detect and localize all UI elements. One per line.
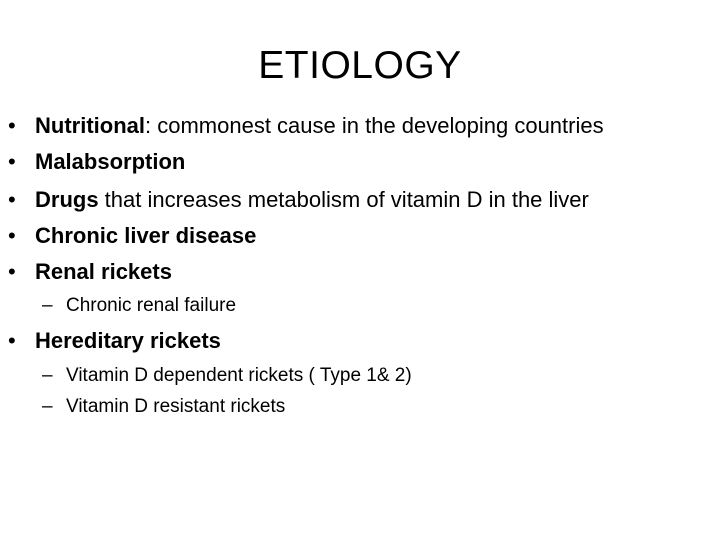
bullet-icon: •	[8, 223, 16, 248]
dash-icon: –	[42, 295, 53, 316]
bullet-icon: •	[8, 187, 16, 212]
dash-icon: –	[42, 396, 53, 417]
bullet-strong: Renal rickets	[35, 259, 172, 284]
bullet-strong: Chronic liver disease	[35, 223, 257, 248]
bullet-rest: that increases metabolism of vitamin D in the liver	[98, 187, 589, 212]
sub-bullet-text: Vitamin D resistant rickets	[66, 396, 286, 417]
bullet-icon: •	[8, 113, 16, 138]
bullet-text	[35, 222, 256, 250]
bullet-rest: : commonest cause in the developing countries	[145, 113, 604, 138]
bullet-strong: Malabsorption	[35, 149, 186, 174]
bullet-icon: •	[8, 259, 16, 284]
bullet-strong: Nutritional	[35, 113, 145, 138]
bullet-text	[35, 112, 604, 140]
bullet-strong: Drugs	[35, 187, 99, 212]
sub-bullet-text: Vitamin D dependent rickets ( Type 1& 2)	[66, 365, 412, 386]
dash-icon: –	[42, 365, 53, 386]
bullet-text	[35, 258, 172, 286]
bullet-strong: Hereditary rickets	[35, 328, 221, 353]
slide-title: ETIOLOGY	[258, 44, 462, 87]
bullet-icon: •	[8, 149, 16, 174]
sub-bullet-text: Chronic renal failure	[66, 295, 237, 316]
bullet-text	[35, 148, 185, 176]
bullet-text	[35, 186, 589, 214]
bullet-icon: •	[8, 328, 16, 353]
